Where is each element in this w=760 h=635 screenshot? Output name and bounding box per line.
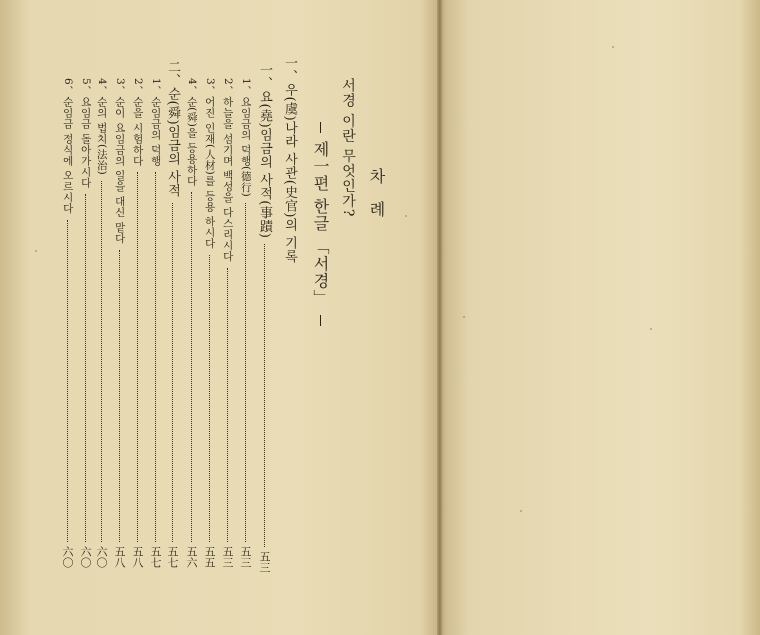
toc-entry-9	[114, 78, 125, 568]
rule-bottom	[320, 315, 321, 326]
entry-page: 五八	[131, 546, 144, 568]
toc-entry-4	[204, 78, 215, 568]
entry-page: 五七	[166, 546, 179, 568]
toc-section-1	[283, 56, 296, 263]
toc-entry-2	[240, 78, 251, 568]
toc-entry-5	[186, 78, 197, 568]
entry-label: 3、어진 인재(人材)를 등용 하시다	[203, 78, 216, 249]
entry-label: 2、순을 시험하다	[131, 78, 144, 167]
leader-dots	[264, 244, 265, 547]
leader-dots	[101, 181, 102, 542]
leader-dots	[85, 194, 86, 542]
toc-section-2	[166, 60, 179, 568]
toc-entry-12	[62, 78, 73, 568]
paper-speck	[405, 215, 407, 217]
entry-page: 五六	[185, 546, 198, 568]
toc-entry-3	[222, 78, 233, 568]
toc-entry-8	[132, 78, 143, 568]
paper-speck	[650, 328, 652, 330]
entry-page: 六〇	[79, 546, 92, 568]
leader-dots	[119, 250, 120, 542]
entry-label: 5、요임금 돌아가시다	[79, 78, 92, 189]
paper-speck	[35, 250, 37, 252]
entry-label: 4、순의 법치(法治)	[95, 78, 108, 176]
rule-top	[320, 122, 321, 133]
entry-label: 一、우(虞)나라 사관(史官)의 기록	[282, 56, 297, 264]
toc-subtitle: 서경 이란 무엇인가?	[340, 78, 356, 218]
leader-dots	[67, 220, 68, 542]
toc-entry-11	[80, 78, 91, 568]
leader-dots	[209, 255, 210, 542]
entry-page: 五三	[258, 551, 271, 573]
paper-speck	[612, 46, 614, 48]
entry-label: 一、요(堯)임금의 사적(事蹟)	[257, 63, 272, 239]
entry-page: 五三	[239, 546, 252, 568]
part-title-text: 제一편 한글 「서경」	[311, 141, 330, 307]
paper-speck	[463, 316, 465, 318]
entry-page: 五七	[149, 546, 162, 568]
part-title	[312, 118, 328, 330]
entry-label: 6、순임금 정식에 오르시다	[61, 78, 74, 214]
book-spine	[437, 0, 442, 635]
entry-label: 1、요임금의 덕행(德行)	[239, 78, 252, 198]
entry-label: 1、순임금의 덕행	[149, 78, 162, 167]
entry-label: 二、순(舜)임금의 사적	[165, 60, 180, 198]
toc-entry-1	[258, 63, 271, 573]
toc-entry-7	[150, 78, 161, 568]
toc-entry-10	[96, 78, 107, 568]
leader-dots	[137, 172, 138, 542]
entry-label: 2、하늘을 섬기며 백성을 다스리시다	[221, 78, 234, 262]
leader-dots	[245, 203, 246, 542]
entry-label: 3、순이 요임금의 일을 대신 맡다	[113, 78, 126, 244]
entry-page: 六〇	[95, 546, 108, 568]
leader-dots	[191, 192, 192, 542]
entry-page: 五五	[203, 546, 216, 568]
toc-heading: 차 례	[367, 168, 386, 224]
leader-dots	[227, 268, 228, 542]
entry-label: 4、순(舜)을 등용하다	[185, 78, 198, 187]
entry-page: 五八	[113, 546, 126, 568]
entry-page: 五三	[221, 546, 234, 568]
paper-speck	[520, 510, 522, 512]
leader-dots	[155, 172, 156, 542]
entry-page: 六〇	[61, 546, 74, 568]
leader-dots	[172, 203, 173, 542]
